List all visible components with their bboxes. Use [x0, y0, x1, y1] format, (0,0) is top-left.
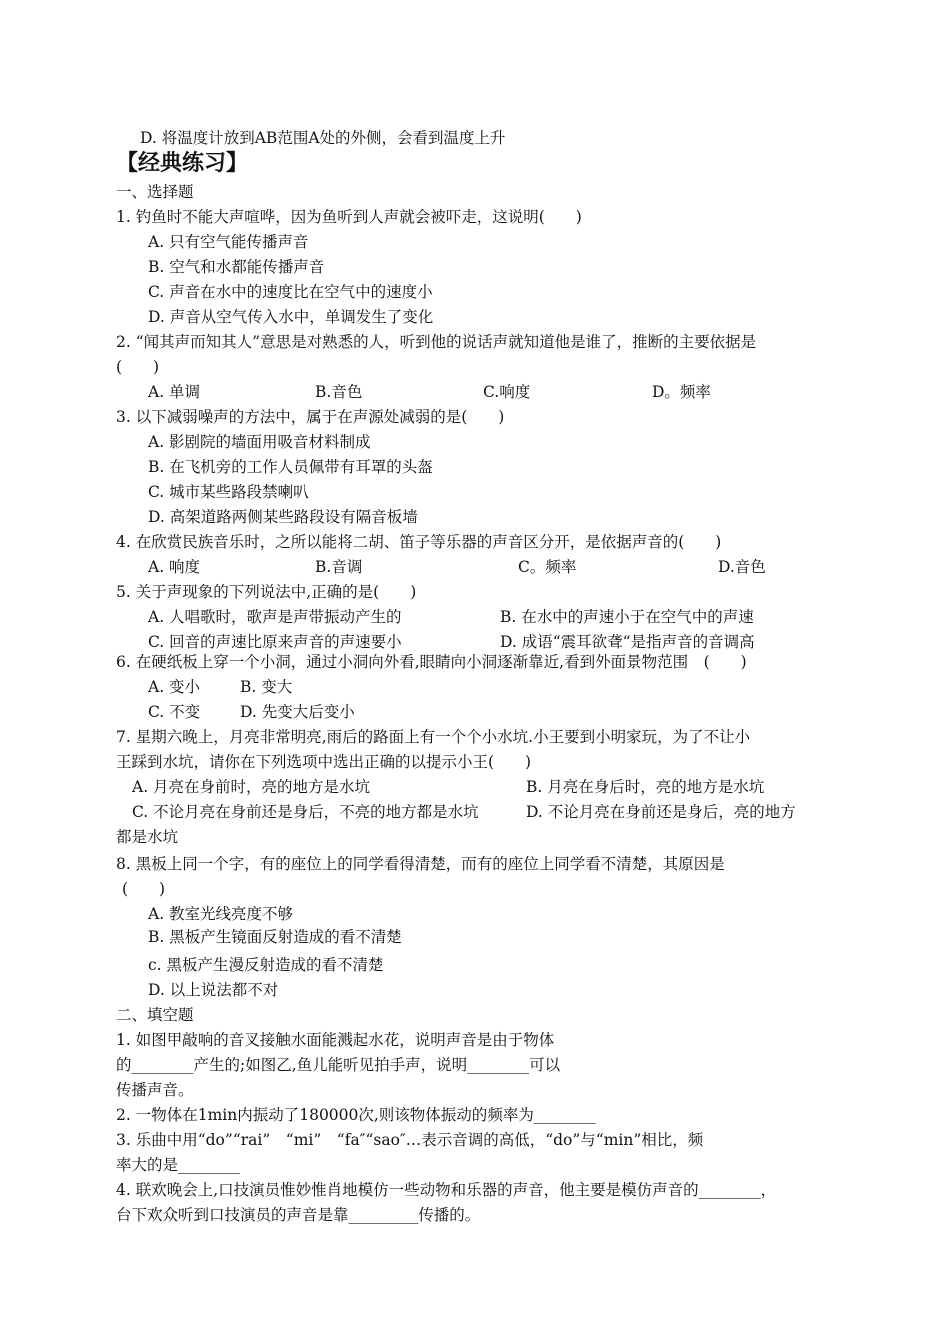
option-line: 都是水坑 [116, 828, 179, 846]
fill-question-2: 2. 一物体在1min内振动了180000次,则该物体振动的频率为________ [116, 1106, 596, 1124]
question-6: 6. 在硬纸板上穿一个小洞，通过小洞向外看,眼睛向小洞逐渐靠近,看到外面景物范围 ( ) [116, 653, 747, 671]
section-title: 【经典练习】 [116, 151, 249, 176]
fill-question-4: 4. 联欢晚会上,口技演员惟妙惟肖地模仿一些动物和乐器的声音，他主要是模仿声音的________， [116, 1181, 777, 1199]
question-3: 3. 以下减弱噪声的方法中，属于在声源处减弱的是( ) [116, 408, 505, 426]
option-line: B.音色 [315, 383, 363, 401]
question-7: 7. 星期六晚上，月亮非常明亮,雨后的路面上有一个个小水坑.小王要到小明家玩，为了不让小 [116, 728, 751, 746]
option-line: C. 城市某些路段禁喇叭 [148, 483, 309, 501]
option-line: A. 月亮在身前时，亮的地方是水坑 [132, 778, 371, 796]
option-line: C. 不论月亮在身前还是身后，不亮的地方都是水坑 [132, 803, 479, 821]
fill-question-1-cont: 的________产生的;如图乙,鱼儿能听见拍手声，说明________可以 [116, 1056, 561, 1074]
answer-bracket: ( ) [122, 880, 166, 898]
option-line: C.响度 [483, 383, 531, 401]
question-1: 1. 钓鱼时不能大声喧哗，因为鱼听到人声就会被吓走，这说明( ) [116, 208, 582, 226]
option-line: B. 月亮在身后时，亮的地方是水坑 [526, 778, 765, 796]
option-line: C. 回音的声速比原来声音的声速要小 [148, 633, 402, 651]
option-line: D. 不论月亮在身前还是身后，亮的地方 [526, 803, 796, 821]
option-line: D. 以上说法都不对 [148, 981, 279, 999]
option-line: A. 人唱歌时，歌声是声带振动产生的 [148, 608, 402, 626]
question-8: 8. 黑板上同一个字，有的座位上的同学看得清楚，而有的座位上同学看不清楚，其原因是 [116, 855, 725, 873]
option-line: B. 黑板产生镜面反射造成的看不清楚 [148, 928, 402, 946]
fill-question-3: 3. 乐曲中用“do”“rai” “mi” “fa″“sao″…表示音调的高低，“do”与“min”相比，频 [116, 1131, 704, 1149]
question-2: 2. “闻其声而知其人”意思是对熟悉的人，听到他的说话声就知道他是谁了，推断的主要依据是 [116, 333, 757, 351]
option-line: C. 声音在水中的速度比在空气中的速度小 [148, 283, 433, 301]
option-line: D. 声音从空气传入水中，单调发生了变化 [148, 308, 434, 326]
option-line: C. 不变 [148, 703, 201, 721]
fill-question-1: 1. 如图甲敲响的音叉接触水面能溅起水花，说明声音是由于物体 [116, 1031, 555, 1049]
option-line: A. 响度 [148, 558, 201, 576]
option-line: B. 空气和水都能传播声音 [148, 258, 325, 276]
fill-question-1-cont: 传播声音。 [116, 1081, 194, 1099]
option-line: A. 只有空气能传播声音 [148, 233, 309, 251]
question-4: 4. 在欣赏民族音乐时，之所以能将二胡、笛子等乐器的声音区分开，是依据声音的( ) [116, 533, 722, 551]
section-heading: 一、选择题 [116, 183, 194, 201]
option-line: C。频率 [518, 558, 577, 576]
question-7-cont: 王踩到水坑，请你在下列选项中选出正确的以提示小王( ) [116, 753, 532, 771]
option-line: A. 变小 [148, 678, 201, 696]
option-line: D。频率 [652, 383, 711, 401]
option-line: c. 黑板产生漫反射造成的看不清楚 [148, 956, 384, 974]
option-line: D. 成语“震耳欲聋“是指声音的音调高 [500, 633, 755, 651]
section-heading: 二、填空题 [116, 1006, 194, 1024]
option-line: D. 先变大后变小 [240, 703, 355, 721]
option-line: B. 在水中的声速小于在空气中的声速 [500, 608, 754, 626]
fill-question-4-cont: 台下欢众听到口技演员的声音是靠_________传播的。 [116, 1206, 481, 1224]
option-line: A. 影剧院的墙面用吸音材料制成 [148, 433, 371, 451]
option-line: D. 高架道路两侧某些路段设有隔音板墙 [148, 508, 418, 526]
fill-question-3-cont: 率大的是________ [116, 1156, 241, 1174]
option-line: A. 单调 [148, 383, 201, 401]
option-line: B. 在飞机旁的工作人员佩带有耳罩的头盔 [148, 458, 433, 476]
option-line: D. 将温度计放到AB范围A处的外侧，会看到温度上升 [140, 129, 506, 147]
option-line: B.音调 [315, 558, 363, 576]
option-line: B. 变大 [240, 678, 293, 696]
option-line: A. 教室光线亮度不够 [148, 905, 294, 923]
answer-bracket: ( ) [116, 358, 160, 376]
question-5: 5. 关于声现象的下列说法中,正确的是( ) [116, 583, 417, 601]
option-line: D.音色 [718, 558, 766, 576]
